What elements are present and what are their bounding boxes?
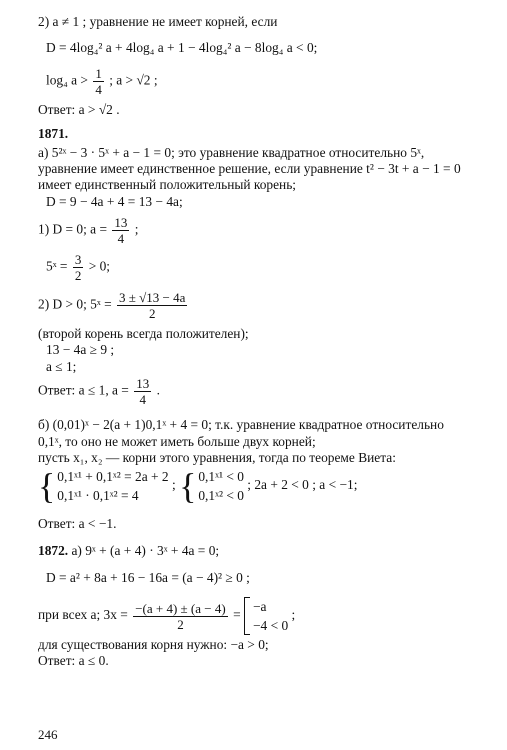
d-zero: 1) D = 0; a = xyxy=(38,221,108,237)
line-6: а) 5²ˣ − 3 · 5ˣ + a − 1 = 0; это уравнение квадратное относительно 5ˣ, xyxy=(38,145,425,160)
five-x: 5ˣ = xyxy=(46,258,68,274)
sqrt-ineq: ; a > √2 ; xyxy=(109,72,158,88)
line-2: D = 4log₄² a + 4log₄ a + 1 − 4log₄² a − 8log₄ a < 0; xyxy=(46,40,318,55)
sys2-eq1: 0,1ˣ¹ < 0 xyxy=(198,469,244,484)
fraction-13-4 xyxy=(112,215,129,246)
equals: = xyxy=(233,607,241,623)
answer-1: Ответ: a > √2 . xyxy=(38,102,120,117)
sys1-eq2: 0,1ˣ¹ · 0,1ˣ² = 4 xyxy=(57,488,139,503)
sys2-eq2: 0,1ˣ² < 0 xyxy=(198,488,244,503)
line-12 xyxy=(38,290,189,321)
frac-num: 3 xyxy=(74,252,82,267)
line-3 xyxy=(46,66,158,97)
vieta-systems: { 0,1ˣ¹ + 0,1ˣ² = 2a + 2 0,1ˣ¹ · 0,1ˣ² = 4 ; { 0,1ˣ¹ < 0 0,1ˣ² < 0 ; 2a + 2 < 0 ; a < −1; xyxy=(38,466,358,506)
square-bracket xyxy=(244,597,250,635)
line-19: пусть x₁, x₂ — корни этого уравнения, тогда по теореме Виета: xyxy=(38,450,396,465)
line-10 xyxy=(38,215,138,246)
frac-den: 2 xyxy=(74,268,82,283)
line-25: для существования корня нужно: −a > 0; xyxy=(38,637,269,652)
log-ineq: log₄ a > xyxy=(46,72,88,88)
answer-text: Ответ: a ≤ 1, a = xyxy=(38,382,129,398)
system-tail: ; 2a + 2 < 0 ; a < −1; xyxy=(247,477,358,493)
line-9: D = 9 − 4a + 4 = 13 − 4a; xyxy=(46,194,183,209)
frac-den: 4 xyxy=(95,82,102,97)
fraction-roots xyxy=(117,290,187,321)
line-8: имеет единственный положительный корень; xyxy=(38,177,297,192)
line-17: б) (0,01)ˣ − 2(a + 1)0,1ˣ + 4 = 0; т.к. уравнение квадратное относительно xyxy=(38,417,444,432)
frac-num: −(a + 4) ± (a − 4) xyxy=(135,600,226,616)
fraction-one-quarter xyxy=(93,66,104,97)
equation-1872: а) 9ˣ + (a + 4) · 3ˣ + 4a = 0; xyxy=(68,543,220,558)
frac-num: 13 xyxy=(114,215,128,230)
frac-den: 4 xyxy=(139,392,146,407)
line-7: уравнение имеет единственное решение, если уравнение t² − 3t + a − 1 = 0 xyxy=(38,161,461,176)
answer-1871a xyxy=(38,376,160,407)
line-11 xyxy=(46,252,110,283)
root-2: −4 < 0 xyxy=(252,618,289,633)
semicolon: ; xyxy=(134,221,139,237)
system-1 xyxy=(38,467,169,505)
page-number: 246 xyxy=(38,727,58,742)
answer-1871b: Ответ: a < −1. xyxy=(38,516,117,531)
line-24 xyxy=(38,597,295,635)
frac-den: 4 xyxy=(117,231,125,246)
brace: { xyxy=(179,466,197,506)
for-all-a: при всех a; 3x = xyxy=(38,607,128,623)
fraction-13-4 xyxy=(134,376,151,407)
frac-den: 2 xyxy=(148,306,156,321)
brace: { xyxy=(38,466,56,506)
line-18: 0,1ˣ, то оно не может иметь больше двух корней; xyxy=(38,434,316,449)
line-15: a ≤ 1; xyxy=(46,359,77,374)
answer-1872: Ответ: a ≤ 0. xyxy=(38,653,109,668)
problem-1871: 1871. xyxy=(38,126,69,141)
gt-zero: > 0; xyxy=(88,258,111,274)
fraction-roots-1872 xyxy=(133,601,228,632)
period: . xyxy=(156,382,160,398)
line-13: (второй корень всегда положителен); xyxy=(38,326,249,341)
problem-1872: 1872. xyxy=(38,543,69,558)
frac-num: 3 ± √13 − 4a xyxy=(119,290,186,305)
line-22 xyxy=(38,543,219,559)
semicolon: ; xyxy=(291,607,296,623)
sys1-eq1: 0,1ˣ¹ + 0,1ˣ² = 2a + 2 xyxy=(57,469,169,484)
line-1: 2) a ≠ 1 ; уравнение не имеет корней, если xyxy=(38,14,278,29)
fraction-3-2 xyxy=(73,252,84,283)
system-2 xyxy=(179,467,244,505)
frac-num: 13 xyxy=(136,376,150,391)
frac-num: 1 xyxy=(95,66,102,81)
frac-den: 2 xyxy=(177,616,184,632)
line-14: 13 − 4a ≥ 9 ; xyxy=(46,342,115,357)
d-positive: 2) D > 0; 5ˣ = xyxy=(38,296,112,312)
line-23: D = a² + 8a + 16 − 16a = (a − 4)² ≥ 0 ; xyxy=(46,570,250,585)
root-1: −a xyxy=(252,599,267,614)
